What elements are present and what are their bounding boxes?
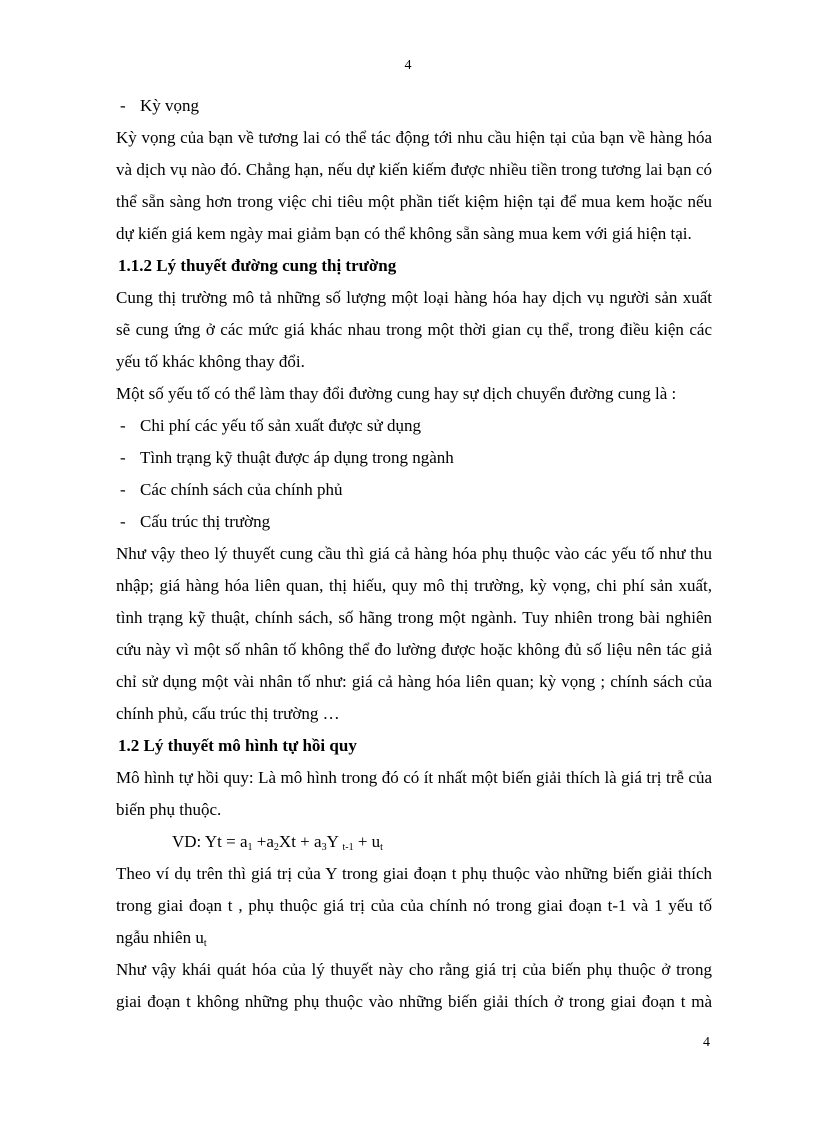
equation-text: +a xyxy=(252,832,274,851)
paragraph-line: trong giai đoạn t , phụ thuộc giá trị của của chính nó trong giai đoạn t-1 và 1 yếu tố xyxy=(116,896,712,915)
document-body xyxy=(116,90,712,1018)
paragraph-line: Một số yếu tố có thể làm thay đổi đường cung hay sự dịch chuyển đường cung là : xyxy=(116,384,677,403)
paragraph-line: thể sẵn sàng hơn trong việc chi tiêu một phần tiết kiệm hiện tại để mua kem hoặc nếu xyxy=(116,192,712,211)
text-line xyxy=(116,922,712,954)
page-number-bottom: 4 xyxy=(703,1035,710,1050)
paragraph-line: Cung thị trường mô tả những số lượng một loại hàng hóa hay dịch vụ người sản xuất xyxy=(116,288,712,307)
bullet-dash: - xyxy=(120,416,126,435)
equation-text: + u xyxy=(353,832,381,851)
bullet-text: Cấu trúc thị trường xyxy=(140,512,271,531)
paragraph-line: yếu tố khác không thay đổi. xyxy=(116,352,305,371)
paragraph-line: Như vậy khái quát hóa của lý thuyết này cho rằng giá trị của biến phụ thuộc ở trong xyxy=(116,960,712,979)
equation-subscript: t xyxy=(380,842,383,853)
equation-subscript: 3 xyxy=(321,842,327,853)
bullet-item xyxy=(116,90,712,122)
paragraph-line: tình trạng kỹ thuật, chính sách, số hãng trong một ngành. Tuy nhiên trong bài nghiên xyxy=(116,608,712,627)
paragraph-line: và dịch vụ nào đó. Chẳng hạn, nếu dự kiến kiếm được nhiều tiền trong tương lai bạn có xyxy=(116,160,712,179)
section-heading: 1.2 Lý thuyết mô hình tự hồi quy xyxy=(118,736,357,755)
paragraph-line: cứu này vì một số nhân tố không thể đo lường được hoặc không đủ số liệu nên tác giả xyxy=(116,640,712,659)
bullet-item xyxy=(116,442,712,474)
equation-subscript: 1 xyxy=(247,842,253,853)
bullet-item xyxy=(116,506,712,538)
equation-text: VD: Yt = a xyxy=(172,832,248,851)
subscript: t xyxy=(203,938,207,949)
paragraph-line: dự kiến giá kem ngày mai giảm bạn có thể không sẵn sàng mua kem với giá hiện tại. xyxy=(116,224,692,243)
bullet-dash: - xyxy=(120,96,126,115)
page-number-top: 4 xyxy=(404,58,412,73)
paragraph-line: chính phủ, cấu trúc thị trường … xyxy=(116,704,340,723)
bullet-dash: - xyxy=(120,480,126,499)
paragraph-line: giai đoạn t không những phụ thuộc vào những biến giải thích ở trong giai đoạn t mà xyxy=(116,992,712,1011)
paragraph-line: Kỳ vọng của bạn về tương lai có thể tác động tới nhu cầu hiện tại của bạn về hàng hóa xyxy=(116,128,712,147)
equation-subscript: t-1 xyxy=(342,842,354,853)
equation-subscript: 2 xyxy=(273,842,279,853)
section-heading: 1.1.2 Lý thuyết đường cung thị trường xyxy=(118,256,397,275)
bullet-text: Kỳ vọng xyxy=(140,96,200,115)
text-segment: ngẫu nhiên u xyxy=(116,928,204,947)
bullet-item xyxy=(116,474,712,506)
equation xyxy=(116,826,712,858)
bullet-text: Tình trạng kỹ thuật được áp dụng trong ngành xyxy=(140,448,454,467)
paragraph-line: sẽ cung ứng ở các mức giá khác nhau trong một thời gian cụ thể, trong điều kiện các xyxy=(116,320,712,339)
bullet-dash: - xyxy=(120,448,126,467)
paragraph-line: biến phụ thuộc. xyxy=(116,800,222,819)
paragraph-line: nhập; giá hàng hóa liên quan, thị hiếu, quy mô thị trường, kỳ vọng, chi phí sản xuất, xyxy=(116,576,712,595)
paragraph-line: Mô hình tự hồi quy: Là mô hình trong đó có ít nhất một biến giải thích là giá trị trễ của xyxy=(116,768,712,787)
bullet-item xyxy=(116,410,712,442)
bullet-text: Chi phí các yếu tố sản xuất được sử dụng xyxy=(140,416,421,435)
equation-text: Xt + a xyxy=(278,832,322,851)
equation-text: Y xyxy=(326,832,343,851)
bullet-text: Các chính sách của chính phủ xyxy=(140,480,343,499)
bullet-dash: - xyxy=(120,512,126,531)
paragraph-line: Theo ví dụ trên thì giá trị của Y trong giai đoạn t phụ thuộc vào những biến giải thích xyxy=(116,864,712,883)
paragraph-line: Như vậy theo lý thuyết cung cầu thì giá cả hàng hóa phụ thuộc vào các yếu tố như thu xyxy=(116,544,712,563)
paragraph-line: chỉ sử dụng một vài nhân tố như: giá cả hàng hóa liên quan; kỳ vọng ; chính sách của xyxy=(116,672,712,691)
